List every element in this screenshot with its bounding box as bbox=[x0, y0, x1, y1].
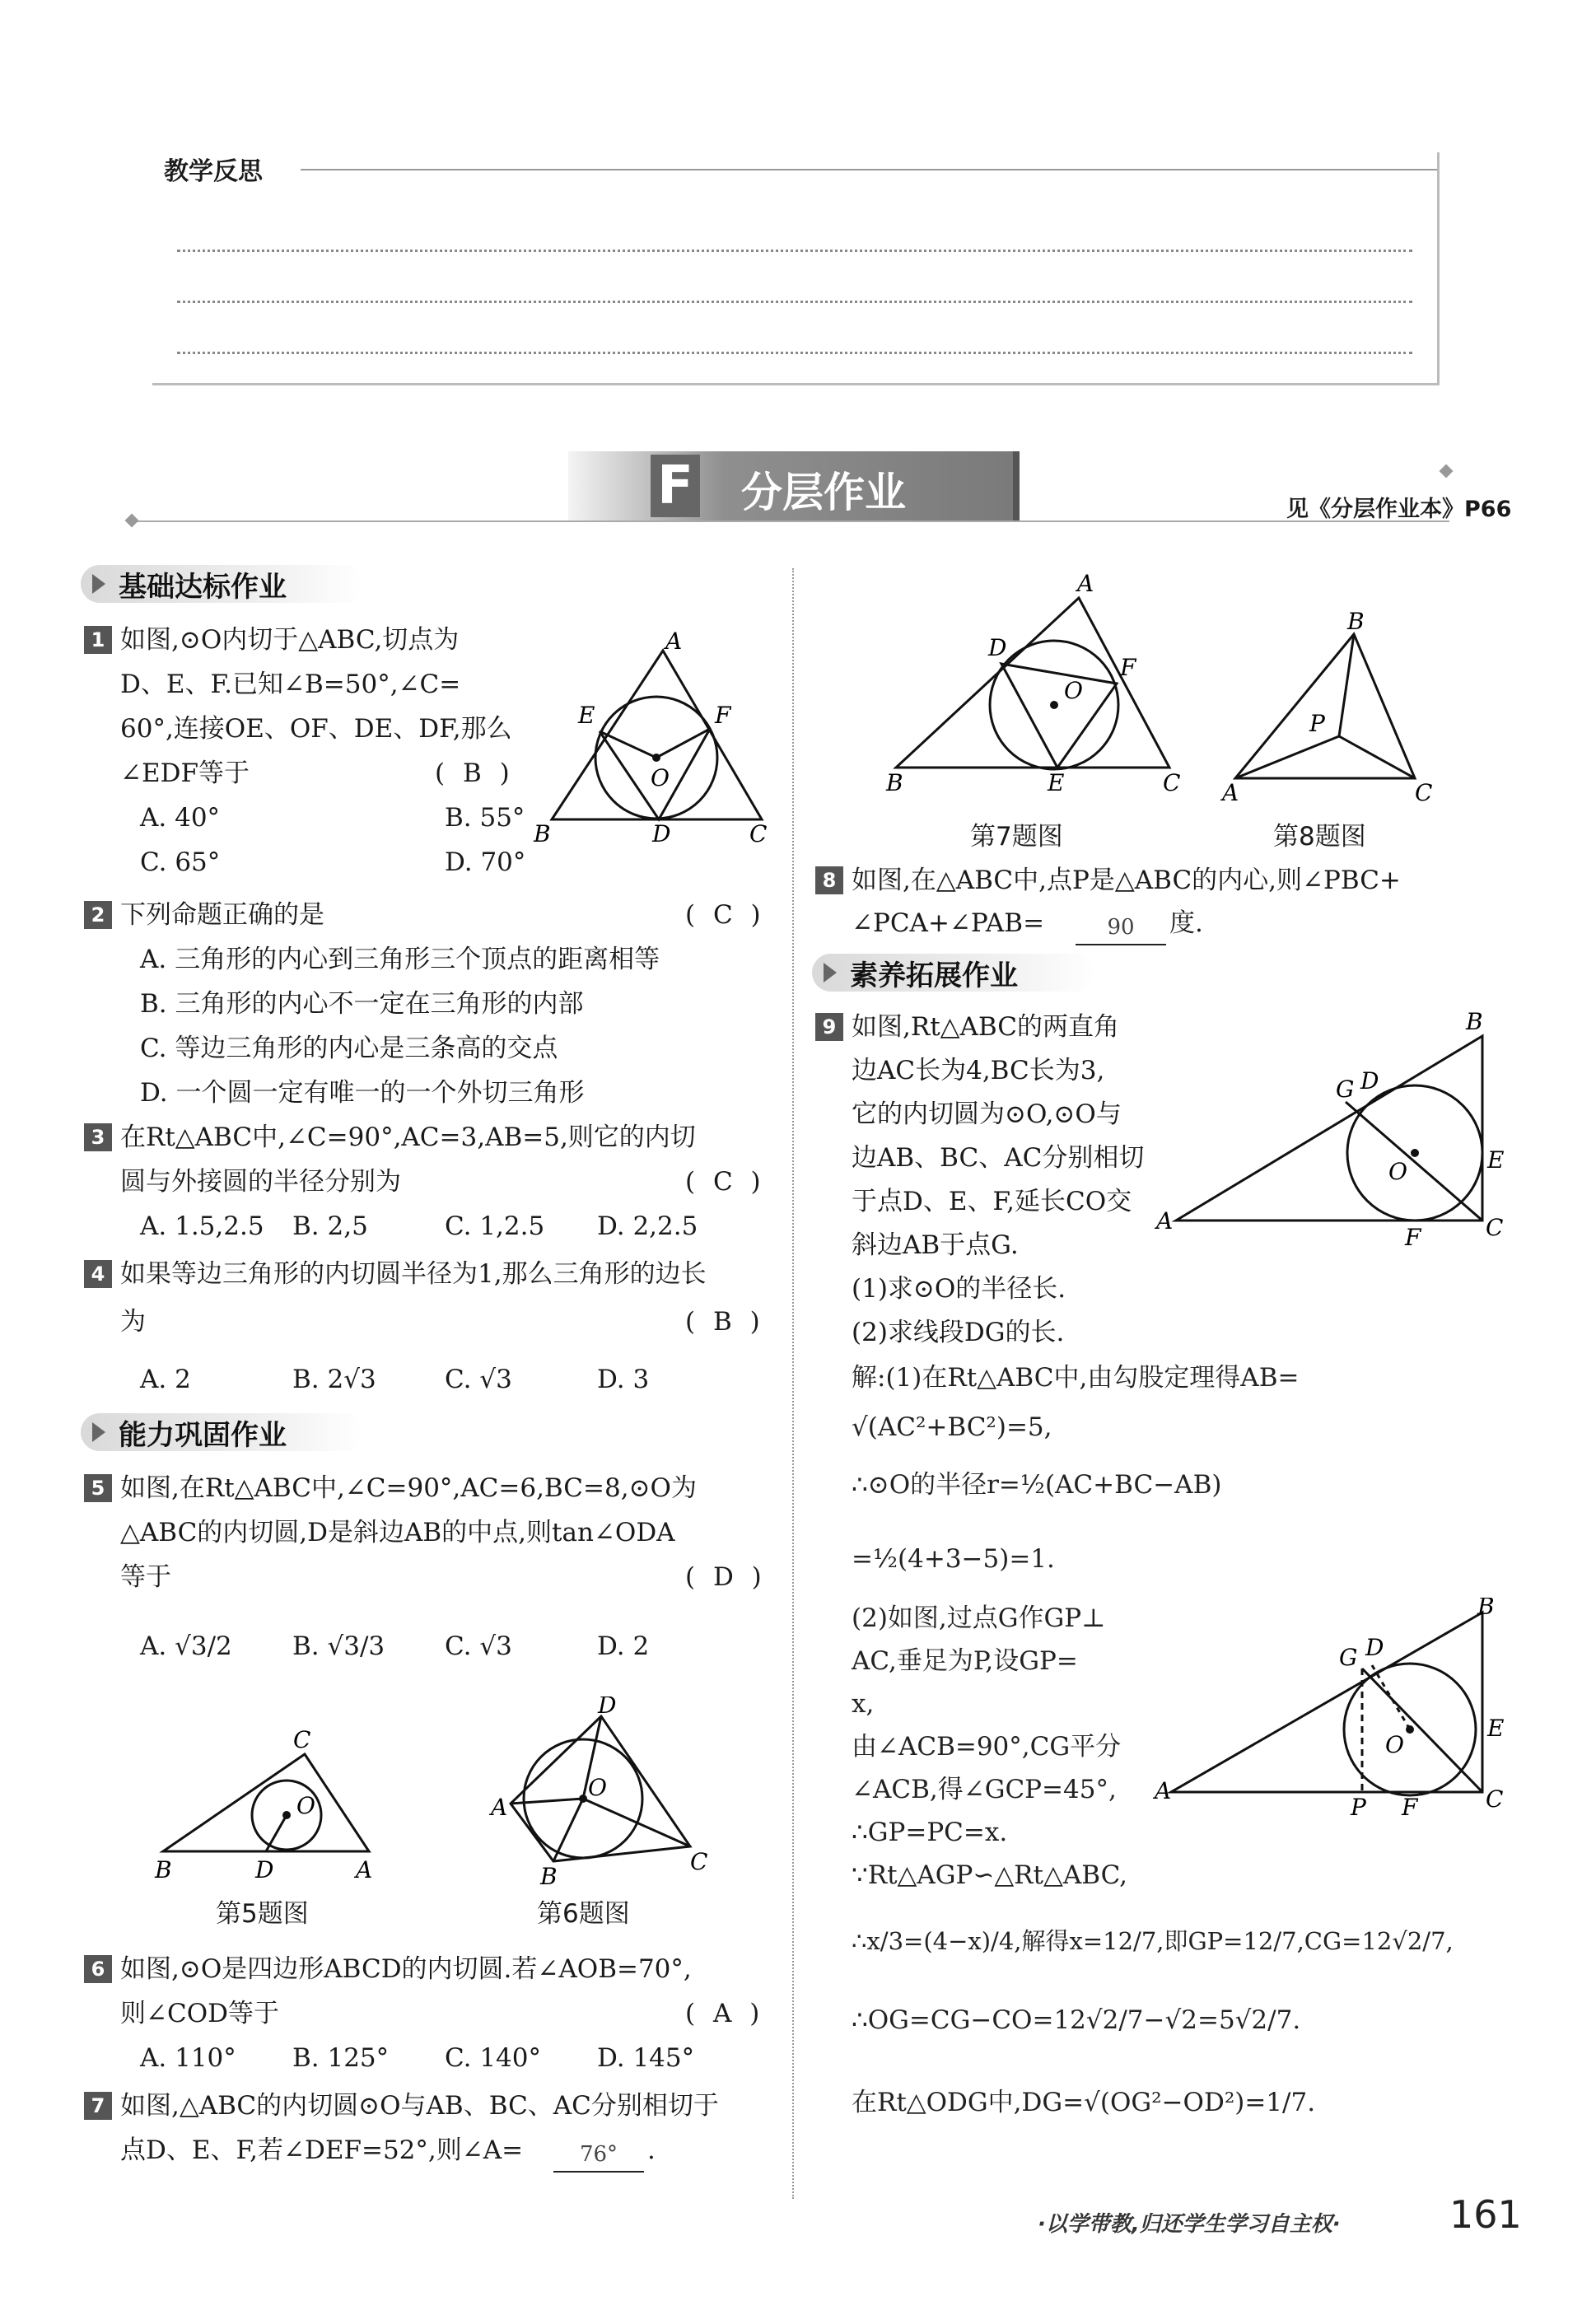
q1-option-c: C. 65° bbox=[140, 847, 221, 877]
q1-option-b: B. 55° bbox=[445, 803, 525, 833]
q9-solution-1: 解:(1)在Rt△ABC中,由勾股定理得AB= bbox=[852, 1363, 1300, 1393]
q8-number: 8 bbox=[815, 866, 843, 894]
q4-line-1: 如果等边三角形的内切圆半径为1,那么三角形的边长 bbox=[120, 1259, 707, 1289]
q1-line-1: 如图,⊙O内切于△ABC,切点为 bbox=[120, 625, 460, 655]
q7-end: . bbox=[647, 2135, 656, 2165]
q9b-label-f: F bbox=[1402, 1794, 1418, 1820]
q6-label-d: D bbox=[598, 1697, 617, 1719]
fig7-caption: 第7题图 bbox=[970, 822, 1063, 852]
q9-solution-8: 由∠ACB=90°,CG平分 bbox=[852, 1732, 1122, 1762]
q1-label-e: E bbox=[578, 702, 595, 729]
section-quality bbox=[812, 954, 1095, 992]
q5-option-b: B. √3/3 bbox=[292, 1631, 385, 1661]
page-number: 161 bbox=[1449, 2192, 1522, 2237]
q9-number: 9 bbox=[815, 1013, 843, 1041]
q8-figure bbox=[1217, 609, 1448, 807]
q6-number: 6 bbox=[84, 1955, 112, 1983]
q9-solution-5: (2)如图,过点G作GP⊥ bbox=[852, 1603, 1106, 1633]
q6-option-b: B. 125° bbox=[292, 2043, 390, 2073]
arrow-icon bbox=[92, 574, 105, 594]
q5-triangle bbox=[163, 1754, 369, 1851]
q1-label-d: D bbox=[652, 820, 671, 847]
q7-label-o: O bbox=[1064, 677, 1083, 704]
q7-center-dot bbox=[1050, 701, 1058, 709]
column-divider bbox=[792, 568, 794, 2199]
q7-fill-blank: 76° bbox=[553, 2138, 644, 2173]
q4-option-a: A. 2 bbox=[140, 1365, 191, 1394]
banner-ref: 见《分层作业本》P66 bbox=[1286, 497, 1512, 522]
q8-segments-apc bbox=[1235, 736, 1415, 778]
q1-option-d: D. 70° bbox=[445, 847, 526, 877]
reflection-rule bbox=[301, 169, 1437, 170]
q5-option-d: D. 2 bbox=[597, 1631, 650, 1661]
q8-end: 度. bbox=[1169, 908, 1203, 938]
q6-line-1: 如图,⊙O是四边形ABCD的内切圆.若∠AOB=70°, bbox=[120, 1954, 692, 1984]
q9b-label-c: C bbox=[1486, 1785, 1504, 1813]
q3-option-c: C. 1,2.5 bbox=[445, 1211, 545, 1241]
q4-option-c: C. √3 bbox=[445, 1365, 512, 1394]
q1-label-f: F bbox=[715, 702, 731, 729]
q4-option-b: B. 2√3 bbox=[292, 1365, 376, 1394]
reflection-title: 教学反思 bbox=[164, 157, 263, 186]
q7-label-b: B bbox=[886, 769, 903, 796]
q8-label-b: B bbox=[1347, 609, 1365, 635]
q5-line-3: 等于 bbox=[120, 1562, 171, 1592]
q7-label-d: D bbox=[988, 634, 1007, 661]
q1-line-4: ∠EDF等于 bbox=[120, 758, 250, 788]
q1-label-a: A bbox=[665, 628, 683, 655]
q6-label-a: A bbox=[491, 1794, 508, 1821]
q3-number: 3 bbox=[84, 1123, 112, 1151]
q5-option-c: C. √3 bbox=[445, 1631, 512, 1661]
q9-line-5: 于点D、E、F,延长CO交 bbox=[852, 1187, 1132, 1216]
q7-figure bbox=[873, 568, 1186, 807]
q6-label-b: B bbox=[540, 1863, 558, 1886]
q7-triangle bbox=[896, 598, 1169, 768]
q5-answer: ( D ) bbox=[685, 1562, 767, 1592]
q2-stem: 下列命题正确的是 bbox=[120, 900, 324, 930]
q9-label-a: A bbox=[1156, 1207, 1174, 1235]
q8-label-a: A bbox=[1222, 779, 1239, 806]
banner-dot-left bbox=[125, 514, 139, 528]
q9b-figure bbox=[1153, 1598, 1515, 1820]
q8-fill-blank: 90 bbox=[1076, 911, 1166, 945]
section-ability bbox=[81, 1413, 364, 1451]
q5-label-d: D bbox=[255, 1856, 274, 1883]
q6-option-d: D. 145° bbox=[597, 2043, 695, 2073]
q4-line-2: 为 bbox=[120, 1307, 146, 1337]
q9b-segment-gc bbox=[1362, 1669, 1482, 1792]
q9-segment-gc bbox=[1346, 1102, 1482, 1221]
q7-label-f: F bbox=[1120, 654, 1136, 681]
banner-dot-right bbox=[1440, 464, 1454, 478]
q9-solution-6: AC,垂足为P,设GP= bbox=[852, 1646, 1078, 1676]
q9-label-c: C bbox=[1486, 1214, 1504, 1241]
fig8-caption: 第8题图 bbox=[1273, 822, 1366, 852]
q5-line-2: △ABC的内切圆,D是斜边AB的中点,则tan∠ODA bbox=[120, 1518, 675, 1547]
q9-solution-11: ∵Rt△AGP∽△Rt△ABC, bbox=[852, 1860, 1128, 1890]
q3-option-b: B. 2,5 bbox=[292, 1211, 368, 1241]
q9-line-6: 斜边AB于点G. bbox=[852, 1230, 1019, 1260]
q4-answer: ( B ) bbox=[685, 1307, 765, 1337]
reflection-box bbox=[152, 152, 1440, 385]
q3-option-a: A. 1.5,2.5 bbox=[140, 1211, 264, 1241]
q9-line-3: 它的内切圆为⊙O,⊙O与 bbox=[852, 1099, 1122, 1129]
reflection-line-3 bbox=[177, 352, 1412, 354]
banner-rule bbox=[132, 520, 1449, 522]
q4-option-d: D. 3 bbox=[597, 1365, 650, 1394]
q3-option-d: D. 2,2.5 bbox=[597, 1211, 698, 1241]
q9-label-g: G bbox=[1336, 1076, 1355, 1103]
arrow-icon bbox=[92, 1422, 105, 1442]
q9-part-1: (1)求⊙O的半径长. bbox=[852, 1274, 1066, 1304]
reflection-line-2 bbox=[177, 301, 1412, 303]
q1-line-3: 60°,连接OE、OF、DE、DF,那么 bbox=[120, 714, 512, 744]
q8-label-c: C bbox=[1415, 779, 1433, 806]
q5-label-b: B bbox=[155, 1856, 172, 1883]
q9b-triangle bbox=[1171, 1613, 1482, 1792]
q1-segments bbox=[600, 729, 710, 758]
q4-number: 4 bbox=[84, 1260, 112, 1288]
q2-option-d: D. 一个圆一定有唯一的一个外切三角形 bbox=[140, 1078, 585, 1108]
q1-center-dot bbox=[652, 754, 660, 762]
q9-label-d: D bbox=[1360, 1067, 1379, 1094]
q9-solution-4: =½(4+3−5)=1. bbox=[852, 1544, 1055, 1574]
q9-label-e: E bbox=[1487, 1146, 1505, 1174]
q9-solution-2: √(AC²+BC²)=5, bbox=[852, 1412, 1052, 1442]
q6-option-a: A. 110° bbox=[140, 2043, 236, 2073]
q9-triangle bbox=[1176, 1036, 1482, 1221]
q1-figure bbox=[527, 626, 774, 856]
q6-figure bbox=[486, 1697, 716, 1886]
q1-label-o: O bbox=[651, 764, 670, 791]
q6-answer: ( A ) bbox=[685, 1999, 765, 2028]
section-basic-label: 基础达标作业 bbox=[119, 570, 287, 604]
q9b-center-dot bbox=[1406, 1725, 1414, 1734]
arrow-icon bbox=[824, 963, 837, 982]
q9b-label-o: O bbox=[1385, 1731, 1404, 1758]
q9b-label-a: A bbox=[1155, 1777, 1172, 1804]
q9-solution-3: ∴⊙O的半径r=½(AC+BC−AB) bbox=[852, 1470, 1222, 1500]
q3-answer: ( C ) bbox=[685, 1167, 766, 1197]
q9b-label-e: E bbox=[1487, 1715, 1505, 1742]
reflection-line-1 bbox=[177, 250, 1412, 252]
q6-label-o: O bbox=[588, 1774, 607, 1801]
banner bbox=[568, 451, 1020, 520]
q2-option-c: C. 等边三角形的内心是三条高的交点 bbox=[140, 1034, 558, 1063]
q7-line-2: 点D、E、F,若∠DEF=52°,则∠A= bbox=[120, 2135, 524, 2165]
q5-label-c: C bbox=[293, 1726, 311, 1753]
q9-center-dot bbox=[1411, 1149, 1419, 1157]
section-basic bbox=[81, 565, 364, 603]
q8-line-1: 如图,在△ABC中,点P是△ABC的内心,则∠PBC+ bbox=[852, 866, 1401, 895]
q1-line-2: D、E、F.已知∠B=50°,∠C= bbox=[120, 670, 461, 699]
q8-triangle bbox=[1235, 634, 1415, 778]
q5-label-a: A bbox=[356, 1856, 373, 1883]
q8-line-2: ∠PCA+∠PAB= bbox=[852, 908, 1045, 938]
q6-line-2: 则∠COD等于 bbox=[120, 1999, 279, 2028]
q9b-label-b: B bbox=[1477, 1598, 1495, 1620]
q5-line-1: 如图,在Rt△ABC中,∠C=90°,AC=6,BC=8,⊙O为 bbox=[120, 1473, 697, 1503]
q7-label-e: E bbox=[1048, 769, 1065, 796]
q1-option-a: A. 40° bbox=[140, 803, 221, 833]
q9-solution-10: ∴GP=PC=x. bbox=[852, 1818, 1008, 1847]
q3-line-1: 在Rt△ABC中,∠C=90°,AC=3,AB=5,则它的内切 bbox=[120, 1122, 696, 1152]
q2-option-a: A. 三角形的内心到三角形三个顶点的距离相等 bbox=[140, 945, 660, 974]
q2-number: 2 bbox=[84, 901, 112, 929]
q9-line-2: 边AC长为4,BC长为3, bbox=[852, 1056, 1105, 1085]
q2-answer: ( C ) bbox=[685, 900, 766, 930]
q8-label-p: P bbox=[1309, 710, 1325, 737]
q9-solution-12: ∴x/3=(4−x)/4,解得x=12/7,即GP=12/7,CG=12√2/7, bbox=[852, 1927, 1454, 1955]
q6-center-dot bbox=[579, 1795, 587, 1803]
q9-label-f: F bbox=[1405, 1224, 1421, 1251]
q9-label-o: O bbox=[1388, 1158, 1407, 1185]
q1-label-b: B bbox=[534, 820, 551, 847]
q5-option-a: A. √3/2 bbox=[140, 1631, 232, 1661]
q7-label-c: C bbox=[1163, 769, 1181, 796]
q9-solution-13: ∴OG=CG−CO=12√2/7−√2=5√2/7. bbox=[852, 2005, 1301, 2035]
q9-solution-7: x, bbox=[852, 1689, 875, 1719]
q9-line-1: 如图,Rt△ABC的两直角 bbox=[852, 1012, 1119, 1042]
q9b-label-d: D bbox=[1365, 1634, 1384, 1661]
q1-answer: ( B ) bbox=[435, 758, 515, 788]
q6-label-c: C bbox=[690, 1848, 708, 1875]
q3-line-2: 圆与外接圆的半径分别为 bbox=[120, 1167, 401, 1197]
q6-option-c: C. 140° bbox=[445, 2043, 541, 2073]
q9b-label-p: P bbox=[1351, 1794, 1366, 1820]
q1-number: 1 bbox=[84, 626, 112, 654]
q5-label-o: O bbox=[296, 1792, 315, 1819]
q5-figure bbox=[148, 1721, 395, 1886]
q1-label-c: C bbox=[749, 820, 768, 847]
footer-motto: ·以学带教,归还学生学习自主权· bbox=[1038, 2212, 1341, 2237]
q9-part-2: (2)求线段DG的长. bbox=[852, 1318, 1065, 1347]
banner-logo-icon: F bbox=[651, 455, 700, 517]
q7-label-a: A bbox=[1077, 570, 1094, 597]
q9b-label-g: G bbox=[1339, 1644, 1358, 1671]
q2-option-b: B. 三角形的内心不一定在三角形的内部 bbox=[140, 989, 584, 1019]
q9-label-b: B bbox=[1466, 1008, 1483, 1035]
fig6-caption: 第6题图 bbox=[537, 1899, 630, 1929]
q7-number: 7 bbox=[84, 2092, 112, 2120]
banner-title: 分层作业 bbox=[741, 469, 906, 516]
q7-line-1: 如图,△ABC的内切圆⊙O与AB、BC、AC分别相切于 bbox=[120, 2091, 719, 2121]
section-quality-label: 素养拓展作业 bbox=[850, 959, 1018, 992]
q9-solution-14: 在Rt△ODG中,DG=√(OG²−OD²)=1/7. bbox=[852, 2088, 1316, 2117]
q5-number: 5 bbox=[84, 1474, 112, 1502]
q9-figure bbox=[1153, 1005, 1515, 1260]
q1-triangle bbox=[552, 651, 762, 819]
q5-segment-od bbox=[266, 1815, 287, 1851]
q9-line-4: 边AB、BC、AC分别相切 bbox=[852, 1143, 1145, 1173]
q9-solution-9: ∠ACB,得∠GCP=45°, bbox=[852, 1775, 1117, 1804]
section-ability-label: 能力巩固作业 bbox=[119, 1418, 287, 1452]
q5-center-dot bbox=[282, 1811, 291, 1819]
fig5-caption: 第5题图 bbox=[216, 1899, 309, 1929]
